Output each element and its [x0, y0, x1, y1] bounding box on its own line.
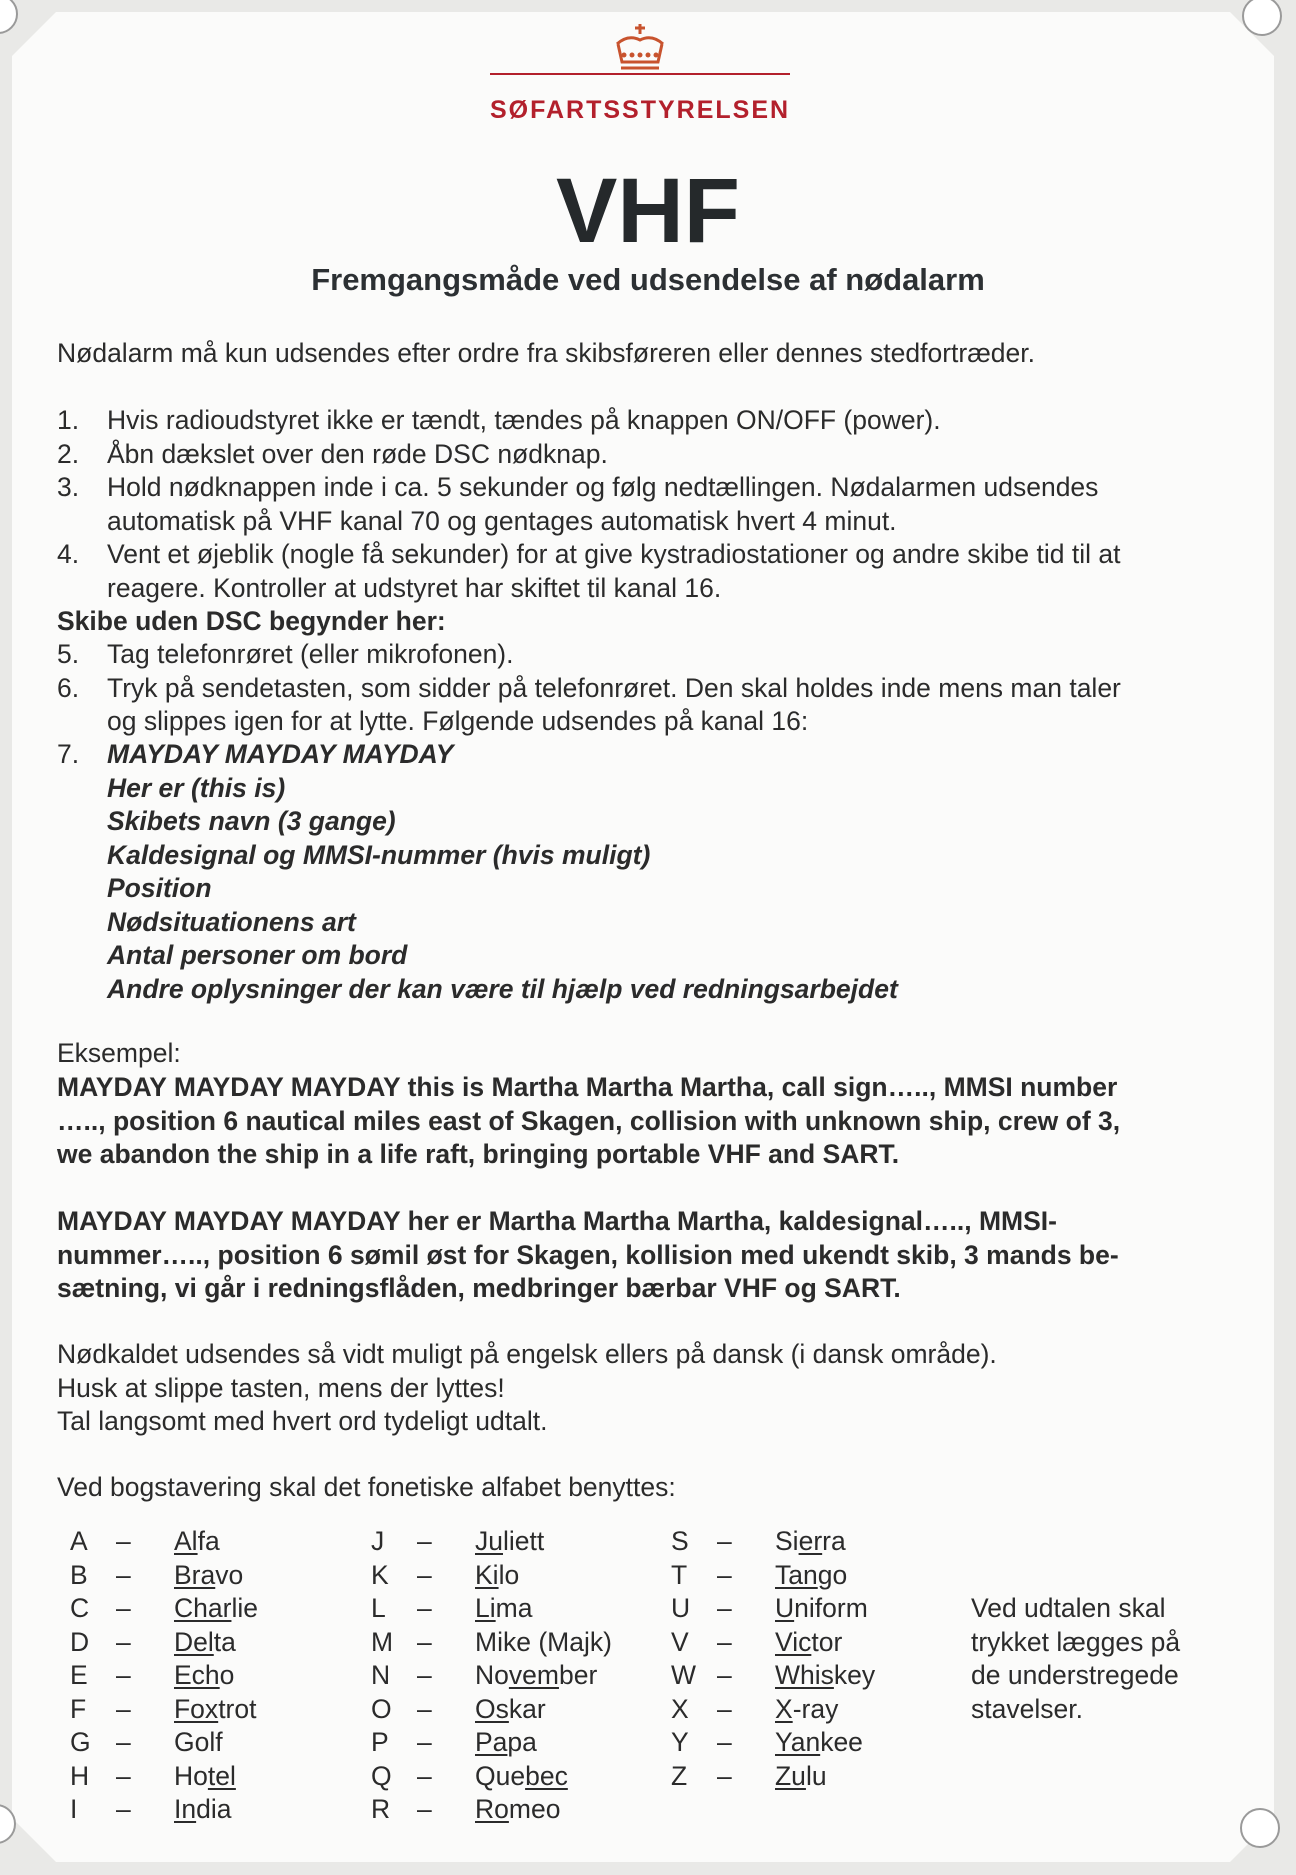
mayday-line: MAYDAY MAYDAY MAYDAY	[107, 739, 454, 769]
pronunciation-line: de understregede	[971, 1660, 1179, 1690]
stressed-syllable: Tan	[775, 1559, 818, 1590]
stressed-syllable: Del	[174, 1626, 214, 1657]
mayday-line: Antal personer om bord	[107, 940, 408, 970]
stressed-syllable: er	[798, 1526, 823, 1556]
example-line: MAYDAY MAYDAY MAYDAY her er Martha Martha Martha, kaldesignal….., MMSI-	[57, 1206, 1057, 1236]
mayday-line: Kaldesignal og MMSI-nummer (hvis muligt)	[107, 839, 651, 870]
alphabet-word: Delta	[174, 1626, 236, 1657]
alphabet-word: Oskar	[475, 1693, 546, 1724]
alphabet-letter: J	[371, 1526, 385, 1556]
example-line: nummer….., position 6 sømil øst for Skagen, kollision med ukendt skib, 3 mands be-	[57, 1239, 1119, 1270]
alphabet-dash: –	[116, 1760, 131, 1791]
alphabet-letter: L	[371, 1593, 386, 1623]
example-line: sætning, vi går i redningsflåden, medbringer bærbar VHF og SART.	[57, 1273, 901, 1303]
alphabet-letter: Y	[671, 1727, 689, 1757]
mount-hole-top-left	[0, 0, 18, 34]
alphabet-dash: –	[116, 1526, 131, 1556]
stressed-syllable: vem	[508, 1660, 559, 1690]
alphabet-letter: D	[70, 1626, 90, 1657]
alphabet-word: Foxtrot	[174, 1693, 257, 1724]
alphabet-letter: T	[671, 1559, 688, 1590]
step-number: 4.	[57, 539, 80, 569]
step-text: Hold nødknappen inde i ca. 5 sekunder og følg nedtællingen. Nødalarmen udsendes	[107, 472, 1099, 502]
alphabet-dash: –	[717, 1593, 732, 1623]
pronunciation-line: Ved udtalen skal	[971, 1593, 1166, 1623]
alphabet-letter: N	[371, 1660, 391, 1690]
alphabet-word: India	[174, 1794, 232, 1824]
step-number: 7.	[57, 739, 80, 769]
alphabet-letter: I	[70, 1794, 78, 1824]
alphabet-word: Papa	[475, 1727, 537, 1757]
alphabet-dash: –	[116, 1660, 131, 1690]
alphabet-letter: S	[671, 1526, 689, 1556]
alphabet-word: Victor	[775, 1626, 843, 1657]
alphabet-dash: –	[417, 1559, 432, 1590]
page-subtitle: Fremgangsmåde ved udsendelse af nødalarm	[311, 262, 985, 297]
step-text: reagere. Kontroller at udstyret har skiftet til kanal 16.	[107, 572, 722, 603]
alphabet-letter: M	[371, 1626, 394, 1657]
alphabet-word: Whiskey	[775, 1660, 876, 1690]
stressed-syllable: Fox	[174, 1693, 219, 1724]
stressed-syllable: bec	[525, 1760, 568, 1791]
alphabet-word: Hotel	[174, 1760, 236, 1791]
alphabet-letter: R	[371, 1794, 391, 1824]
alphabet-dash: –	[717, 1660, 732, 1690]
alphabet-word: Uniform	[775, 1593, 868, 1623]
alphabet-intro: Ved bogstavering skal det fonetiske alfabet benyttes:	[57, 1472, 676, 1502]
step-text: automatisk på VHF kanal 70 og gentages automatisk hvert 4 minut.	[107, 505, 897, 536]
alphabet-dash: –	[116, 1593, 131, 1623]
alphabet-dash: –	[116, 1626, 131, 1657]
step-number: 2.	[57, 438, 80, 469]
stressed-syllable: Ki	[475, 1559, 499, 1590]
mayday-line: Nødsituationens art	[107, 906, 356, 937]
alphabet-letter: C	[70, 1593, 90, 1623]
alphabet-letter: A	[70, 1526, 88, 1556]
alphabet-dash: –	[417, 1760, 432, 1791]
note-line: Nødkaldet udsendes så vidt muligt på engelsk ellers på dansk (i dansk område).	[57, 1339, 997, 1369]
alphabet-dash: –	[717, 1693, 732, 1724]
alphabet-letter: Q	[371, 1760, 392, 1791]
alphabet-word: Tango	[775, 1559, 848, 1590]
note-line: Husk at slippe tasten, mens der lyttes!	[57, 1372, 505, 1403]
stressed-syllable: Ju	[475, 1526, 503, 1556]
mount-hole-bottom-right	[1240, 1808, 1280, 1848]
alphabet-dash: –	[116, 1794, 131, 1824]
alphabet-dash: –	[417, 1526, 432, 1556]
mount-hole-top-right	[1242, 0, 1282, 36]
alphabet-dash: –	[417, 1593, 432, 1623]
stressed-syllable: Os	[475, 1693, 509, 1724]
crown-logo	[480, 22, 800, 82]
stressed-syllable: Vic	[775, 1626, 812, 1657]
stressed-syllable: Ro	[475, 1794, 509, 1824]
alphabet-word: Zulu	[775, 1760, 827, 1791]
alphabet-dash: –	[116, 1693, 131, 1724]
alphabet-word: November	[475, 1660, 598, 1690]
example-line: we abandon the ship in a life raft, bringing portable VHF and SART.	[57, 1139, 900, 1169]
alphabet-letter: W	[671, 1660, 697, 1690]
note-line: Tal langsomt med hvert ord tydeligt udtalt.	[57, 1406, 548, 1436]
stressed-syllable: Ech	[174, 1660, 220, 1690]
alphabet-letter: V	[671, 1626, 689, 1657]
example-line: ….., position 6 nautical miles east of Skagen, collision with unknown ship, crew of 3,	[57, 1105, 1121, 1136]
alphabet-dash: –	[717, 1626, 732, 1657]
alphabet-letter: Z	[671, 1760, 688, 1791]
alphabet-letter: P	[371, 1727, 389, 1757]
alphabet-word: Romeo	[475, 1794, 561, 1824]
alphabet-word: Charlie	[174, 1593, 258, 1623]
pronunciation-line: stavelser.	[971, 1693, 1083, 1724]
alphabet-dash: –	[717, 1760, 732, 1791]
agency-name: SØFARTSSTYRELSEN	[489, 96, 791, 124]
mayday-line: Her er (this is)	[107, 772, 286, 803]
alphabet-letter: G	[70, 1727, 91, 1757]
alphabet-word: Bravo	[174, 1559, 244, 1590]
step-text: Hvis radioudstyret ikke er tændt, tændes på knappen ON/OFF (power).	[107, 405, 941, 435]
step-text: Vent et øjeblik (nogle få sekunder) for at give kystradiostationer og andre skibe tid til at	[107, 539, 1121, 569]
stressed-syllable: Al	[174, 1526, 198, 1556]
step-number: 3.	[57, 472, 80, 502]
step-text: Tryk på sendetasten, som sidder på telefonrøret. Den skal holdes inde mens man taler	[107, 672, 1121, 703]
intro-text: Nødalarm må kun udsendes efter ordre fra skibsføreren eller dennes stedfortræder.	[57, 338, 1036, 368]
step-number: 6.	[57, 672, 80, 703]
step-number: 5.	[57, 639, 80, 669]
example-label: Eksempel:	[57, 1038, 181, 1068]
alphabet-letter: H	[70, 1760, 90, 1791]
alphabet-word: Alfa	[174, 1526, 220, 1556]
alphabet-letter: E	[70, 1660, 88, 1690]
mayday-line: Andre oplysninger der kan være til hjælp ved redningsarbejdet	[107, 973, 898, 1004]
alphabet-word: Lima	[475, 1593, 533, 1623]
alphabet-word: Quebec	[475, 1760, 568, 1791]
alphabet-dash: –	[116, 1559, 131, 1590]
alphabet-word: Mike (Majk)	[475, 1626, 612, 1657]
alphabet-dash: –	[717, 1526, 732, 1556]
alphabet-dash: –	[417, 1626, 432, 1657]
example-line: MAYDAY MAYDAY MAYDAY this is Martha Martha Martha, call sign….., MMSI number	[57, 1072, 1118, 1102]
alphabet-letter: O	[371, 1693, 392, 1724]
pronunciation-line: trykket lægges på	[971, 1626, 1181, 1657]
alphabet-dash: –	[417, 1660, 432, 1690]
alphabet-dash: –	[417, 1727, 432, 1757]
stressed-syllable: Yan	[775, 1727, 821, 1757]
page-title: VHF	[556, 160, 740, 262]
alphabet-letter: U	[671, 1593, 691, 1623]
stressed-syllable: tel	[207, 1760, 236, 1791]
stressed-syllable: Zu	[775, 1760, 806, 1791]
stressed-syllable: Li	[475, 1593, 496, 1623]
step-text: Åbn dækslet over den røde DSC nødknap.	[107, 438, 608, 469]
alphabet-letter: B	[70, 1559, 88, 1590]
alphabet-dash: –	[417, 1794, 432, 1824]
step-text: Tag telefonrøret (eller mikrofonen).	[107, 639, 514, 669]
alphabet-word: Echo	[174, 1660, 235, 1690]
stressed-syllable: Pa	[475, 1727, 508, 1757]
stressed-syllable: U	[775, 1593, 795, 1623]
alphabet-letter: X	[671, 1693, 689, 1724]
alphabet-dash: –	[717, 1727, 732, 1757]
alphabet-word: Yankee	[775, 1727, 863, 1757]
alphabet-word: Golf	[174, 1727, 223, 1757]
alphabet-dash: –	[717, 1559, 732, 1590]
alphabet-letter: F	[70, 1693, 87, 1724]
alphabet-dash: –	[417, 1693, 432, 1724]
alphabet-letter: K	[371, 1559, 389, 1590]
no-dsc-heading: Skibe uden DSC begynder her:	[57, 606, 446, 636]
mayday-line: Position	[107, 873, 212, 903]
step-text: og slippes igen for at lytte. Følgende udsendes på kanal 16:	[107, 706, 809, 736]
alphabet-word: X-ray	[775, 1693, 839, 1724]
stressed-syllable: Whis	[775, 1660, 834, 1690]
mayday-line: Skibets navn (3 gange)	[107, 806, 396, 836]
alphabet-word: Juliett	[475, 1526, 545, 1556]
step-number: 1.	[57, 405, 80, 435]
alphabet-word: Kilo	[475, 1559, 520, 1590]
alphabet-dash: –	[116, 1727, 131, 1757]
stressed-syllable: Char	[174, 1593, 232, 1623]
stressed-syllable: In	[174, 1794, 197, 1824]
stressed-syllable: Bra	[174, 1559, 216, 1590]
stressed-syllable: X	[775, 1693, 793, 1724]
alphabet-word: Sierra	[775, 1526, 846, 1556]
